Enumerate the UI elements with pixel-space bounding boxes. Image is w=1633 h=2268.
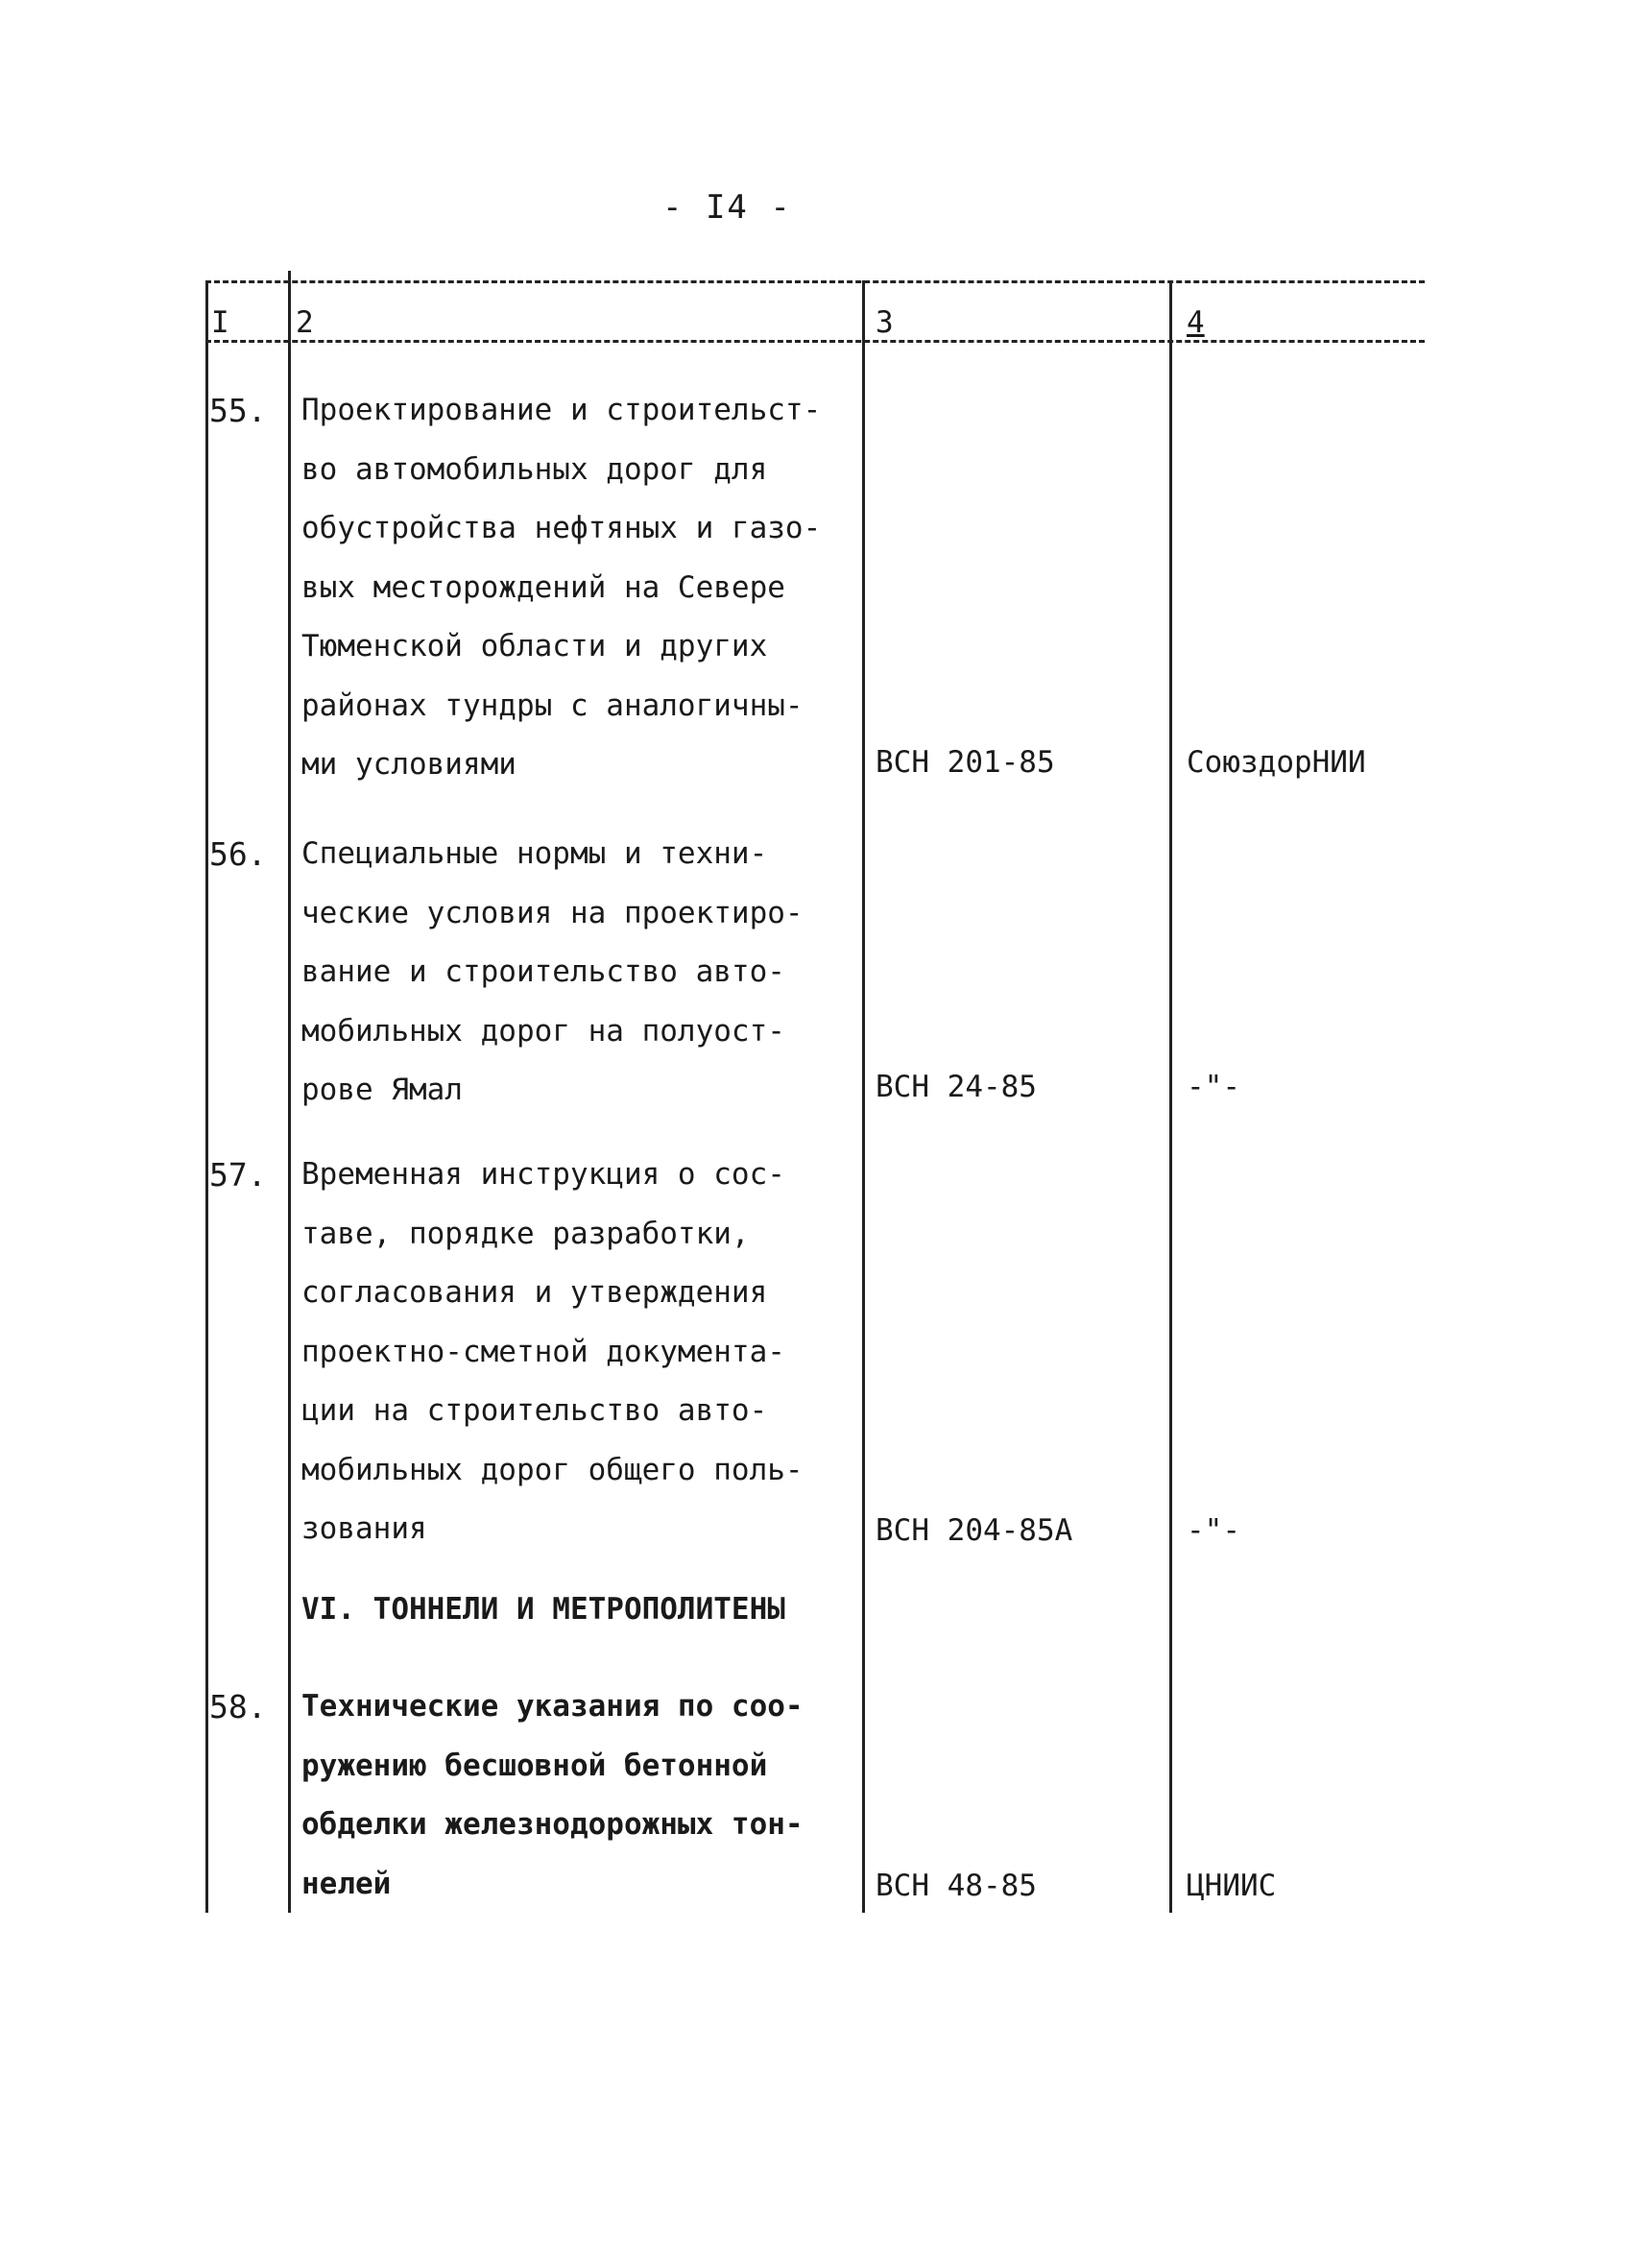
column-header-1: I — [211, 305, 229, 340]
column-header-4: 4 — [1187, 305, 1205, 340]
row-organization: -"- — [1187, 1513, 1240, 1548]
row-description: Проектирование и строительст- во автомобильных дорог для обустройства нефтяных и газо- вых месторождений на Севере Тюменской области и других районах тундры с аналогичны- ми условиями — [301, 393, 822, 782]
row-number: 57. — [209, 1156, 267, 1194]
column-header-2: 2 — [296, 305, 314, 340]
page-number: - I4 - — [662, 188, 792, 227]
row-number: 55. — [209, 392, 267, 429]
column-divider-2 — [862, 280, 865, 1913]
row-document-code: ВСН 48-85 — [876, 1869, 1037, 1903]
row-number: 58. — [209, 1688, 267, 1725]
section-title: VI. ТОННЕЛИ И МЕТРОПОЛИТЕНЫ — [301, 1592, 785, 1627]
table-top-border — [205, 280, 1425, 283]
row-description: Временная инструкция о сос- таве, порядке разработки, согласования и утверждения проектно-сметной документа- ции на строительство авто- мобильных дорог общего поль- зования — [301, 1157, 804, 1546]
column-divider-3 — [1169, 280, 1172, 1913]
row-document-code: ВСН 201-85 — [876, 745, 1055, 780]
row-description: Специальные нормы и техни- ческие условия на проектиро- вание и строительство авто- мобильных дорог на полуост- рове Ямал — [301, 836, 804, 1107]
row-description: Технические указания по соо- ружению бесшовной бетонной обделки железнодорожных тон- нелей — [301, 1689, 804, 1901]
table-header-separator — [205, 340, 1425, 343]
row-organization: ЦНИИС — [1187, 1869, 1277, 1903]
column-divider-1 — [288, 271, 291, 1913]
column-header-3: 3 — [876, 305, 894, 340]
row-document-code: ВСН 24-85 — [876, 1070, 1037, 1104]
row-organization: СоюздорНИИ — [1187, 745, 1366, 780]
row-number: 56. — [209, 835, 267, 873]
row-document-code: ВСН 204-85А — [876, 1513, 1073, 1548]
table-left-border — [205, 280, 208, 1913]
row-organization: -"- — [1187, 1070, 1240, 1104]
